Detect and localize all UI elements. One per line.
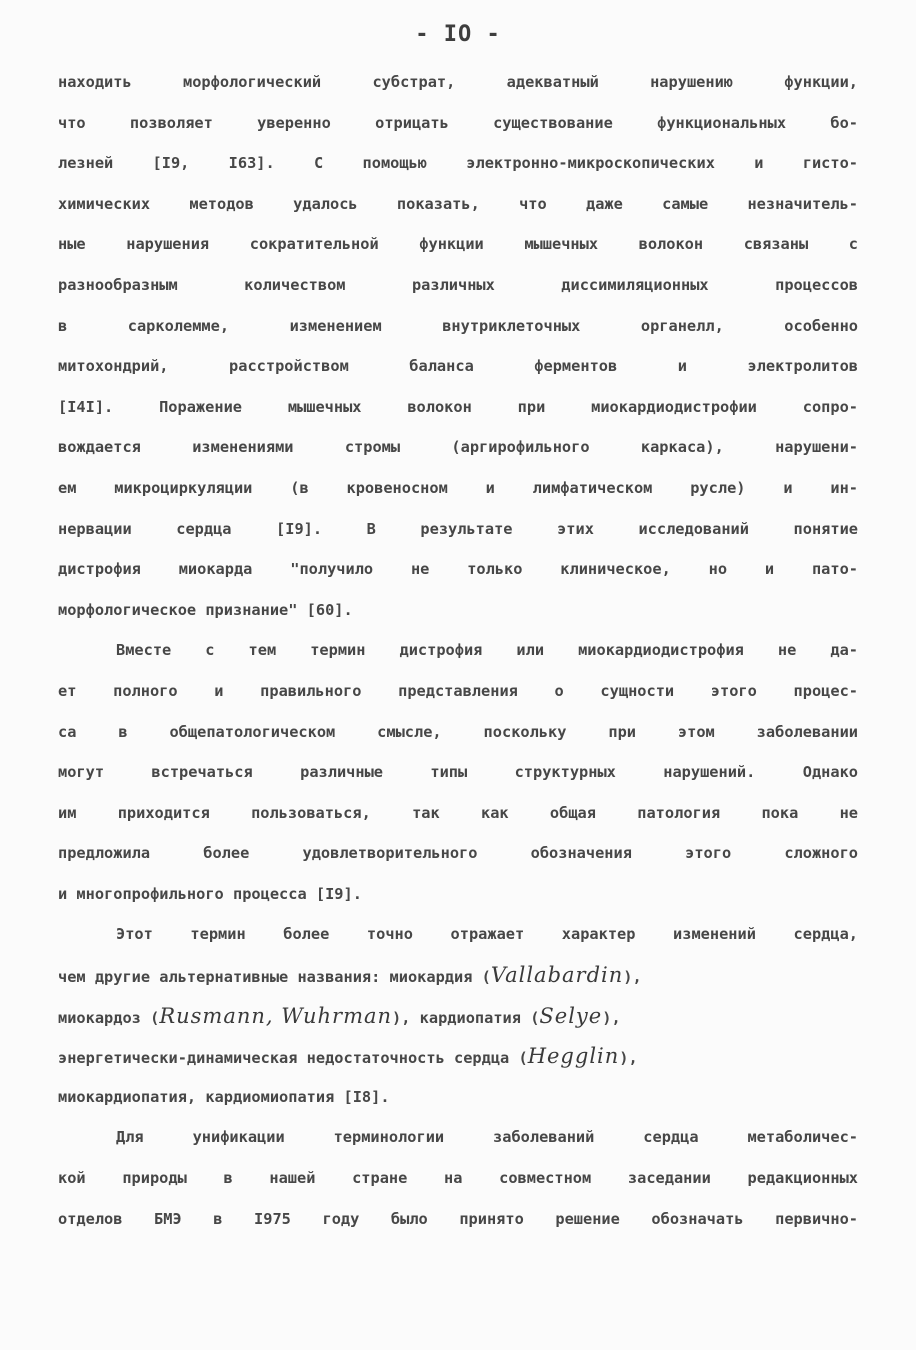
handwritten-author-name: Hegglin bbox=[527, 1044, 620, 1069]
text-line: отделов БМЭ в I975 году было принято решение обозначать первично- bbox=[58, 1209, 858, 1228]
text-line: ем микроциркуляции (в кровеносном и лимфатическом русле) и ин- bbox=[58, 478, 858, 497]
text-line: кой природы в нашей стране на совместном заседании редакционных bbox=[58, 1169, 858, 1188]
text-segment: энергетически-динамическая недостаточность сердца ( bbox=[58, 1049, 528, 1068]
text-line: Этот термин более точно отражает характер изменений сердца, bbox=[116, 925, 858, 944]
handwritten-author-name: Rusmann, Wuhrman bbox=[159, 1003, 393, 1028]
text-line-with-handwriting bbox=[58, 955, 858, 996]
text-line: химических методов удалось показать, что даже самые незначитель- bbox=[58, 194, 858, 213]
text-line: са в общепатологическом смысле, поскольку при этом заболевании bbox=[58, 722, 858, 741]
text-line: предложила более удовлетворительного обозначения этого сложного bbox=[58, 844, 858, 863]
handwritten-author-name: Vallabardin bbox=[490, 963, 624, 988]
paragraph-2 bbox=[58, 630, 858, 914]
text-segment: ), bbox=[602, 1008, 621, 1027]
text-line: нервации сердца [I9]. В результате этих исследований понятие bbox=[58, 519, 858, 538]
text-line: [I4I]. Поражение мышечных волокон при миокардиодистрофии сопро- bbox=[58, 397, 858, 416]
text-line: находить морфологический субстрат, адекватный нарушению функции, bbox=[58, 73, 858, 91]
text-line-with-handwriting bbox=[58, 996, 858, 1037]
text-line: и многопрофильного процесса [I9]. bbox=[58, 884, 362, 903]
paragraph-3 bbox=[58, 914, 858, 1117]
text-line: ет полного и правильного представления о сущности этого процес- bbox=[58, 681, 858, 700]
text-segment: миокардоз ( bbox=[58, 1008, 160, 1027]
text-segment: чем другие альтернативные названия: миокардия ( bbox=[58, 968, 491, 987]
paragraph-1 bbox=[58, 62, 858, 630]
text-line: морфологическое признание" [60]. bbox=[58, 600, 353, 619]
text-line: ные нарушения сократительной функции мышечных волокон связаны с bbox=[58, 235, 858, 254]
text-line: лезней [I9, I63]. С помощью электронно-микроскопических и гисто- bbox=[58, 154, 858, 173]
text-line-with-handwriting bbox=[58, 1036, 858, 1077]
text-line: разнообразным количеством различных диссимиляционных процессов bbox=[58, 275, 858, 294]
text-line: вождается изменениями стромы (аргирофильного каркаса), нарушени- bbox=[58, 438, 858, 457]
text-line: что позволяет уверенно отрицать существование функциональных бо- bbox=[58, 113, 858, 132]
text-line: им приходится пользоваться, так как общая патология пока не bbox=[58, 803, 858, 822]
text-line: митохондрий, расстройством баланса ферментов и электролитов bbox=[58, 357, 858, 376]
text-line: в сарколемме, изменением внутриклеточных органелл, особенно bbox=[58, 316, 858, 335]
body-text bbox=[58, 62, 858, 1239]
text-line: дистрофия миокарда "получило не только клиническое, но и пато- bbox=[58, 560, 858, 579]
text-segment: ), кардиопатия ( bbox=[392, 1008, 540, 1027]
handwritten-author-name: Selye bbox=[539, 1003, 603, 1028]
text-segment: ), bbox=[619, 1049, 638, 1068]
text-line: могут встречаться различные типы структурных нарушений. Однако bbox=[58, 763, 858, 782]
page-number: - IO - bbox=[415, 22, 501, 47]
text-line: Вместе с тем термин дистрофия или миокардиодистрофия не да- bbox=[116, 641, 858, 660]
text-segment: ), bbox=[623, 968, 642, 987]
text-line: миокардиопатия, кардиомиопатия [I8]. bbox=[58, 1087, 390, 1106]
paragraph-4 bbox=[58, 1117, 858, 1239]
text-line: Для унификации терминологии заболеваний сердца метаболичес- bbox=[116, 1128, 858, 1147]
